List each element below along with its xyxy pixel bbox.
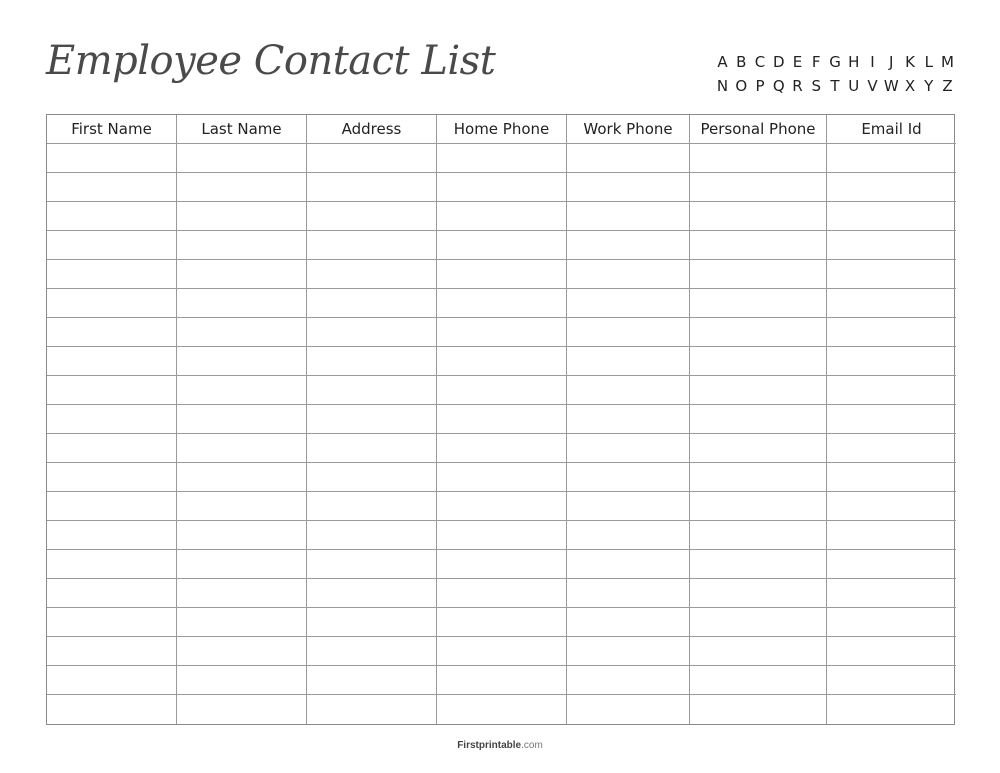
table-cell[interactable] [177, 289, 307, 318]
table-cell[interactable] [437, 202, 567, 231]
table-cell[interactable] [307, 521, 437, 550]
table-cell[interactable] [307, 434, 437, 463]
table-cell[interactable] [827, 637, 956, 666]
table-cell[interactable] [437, 521, 567, 550]
table-cell[interactable] [827, 492, 956, 521]
table-cell[interactable] [690, 434, 827, 463]
table-cell[interactable] [47, 173, 177, 202]
table-cell[interactable] [690, 347, 827, 376]
table-cell[interactable] [437, 666, 567, 695]
table-cell[interactable] [177, 376, 307, 405]
alphabet-letter: H [848, 53, 860, 71]
table-cell[interactable] [47, 492, 177, 521]
table-cell[interactable] [47, 521, 177, 550]
table-cell[interactable] [307, 144, 437, 173]
alphabet-letter: G [829, 53, 841, 71]
table-cell[interactable] [567, 637, 690, 666]
table-cell[interactable] [177, 492, 307, 521]
page-title: Employee Contact List [46, 38, 496, 84]
table-cell[interactable] [307, 376, 437, 405]
table-cell[interactable] [827, 521, 956, 550]
table-cell[interactable] [307, 492, 437, 521]
table-cell[interactable] [307, 318, 437, 347]
table-cell[interactable] [827, 608, 956, 637]
table-cell[interactable] [307, 260, 437, 289]
table-cell[interactable] [177, 405, 307, 434]
table-cell[interactable] [47, 144, 177, 173]
alphabet-letter: C [754, 53, 766, 71]
alphabet-letter: L [924, 53, 933, 71]
table-cell[interactable] [827, 231, 956, 260]
table-cell[interactable] [567, 695, 690, 724]
table-cell[interactable] [307, 666, 437, 695]
table-cell[interactable] [690, 492, 827, 521]
table-cell[interactable] [47, 202, 177, 231]
table-cell[interactable] [690, 202, 827, 231]
alphabet-letter: Y [924, 77, 934, 95]
table-cell[interactable] [567, 173, 690, 202]
contact-table [46, 114, 955, 725]
table-cell[interactable] [567, 550, 690, 579]
table-cell[interactable] [827, 347, 956, 376]
column-header-first-name: First Name [47, 115, 177, 144]
footer-tld: .com [521, 740, 543, 751]
table-cell[interactable] [177, 347, 307, 376]
table-cell[interactable] [177, 260, 307, 289]
table-cell[interactable] [307, 231, 437, 260]
table-cell[interactable] [177, 637, 307, 666]
table-cell[interactable] [437, 405, 567, 434]
table-cell[interactable] [47, 376, 177, 405]
table-cell[interactable] [437, 231, 567, 260]
table-cell[interactable] [827, 202, 956, 231]
table-cell[interactable] [307, 405, 437, 434]
table-cell[interactable] [567, 579, 690, 608]
table-cell[interactable] [827, 550, 956, 579]
alphabet-letter: T [830, 77, 840, 95]
alphabet-index [714, 50, 956, 98]
table-cell[interactable] [567, 289, 690, 318]
table-cell[interactable] [47, 550, 177, 579]
table-cell[interactable] [47, 637, 177, 666]
table-cell[interactable] [177, 144, 307, 173]
table-cell[interactable] [567, 521, 690, 550]
table-cell[interactable] [690, 376, 827, 405]
table-cell[interactable] [177, 318, 307, 347]
alphabet-letter: A [717, 53, 728, 71]
table-cell[interactable] [177, 173, 307, 202]
table-cell[interactable] [437, 347, 567, 376]
alphabet-letter: R [792, 77, 803, 95]
table-cell[interactable] [567, 376, 690, 405]
table-cell[interactable] [827, 260, 956, 289]
table-cell[interactable] [437, 550, 567, 579]
alphabet-letter: D [772, 53, 785, 71]
alphabet-letter: I [870, 53, 875, 71]
alphabet-letter: P [755, 77, 765, 95]
table-cell[interactable] [690, 521, 827, 550]
table-cell[interactable] [47, 608, 177, 637]
table-cell[interactable] [827, 579, 956, 608]
table-cell[interactable] [307, 202, 437, 231]
alphabet-letter: E [792, 53, 803, 71]
table-cell[interactable] [690, 463, 827, 492]
table-cell[interactable] [47, 695, 177, 724]
table-cell[interactable] [47, 463, 177, 492]
table-cell[interactable] [567, 231, 690, 260]
table-cell[interactable] [437, 579, 567, 608]
table-cell[interactable] [437, 173, 567, 202]
table-cell[interactable] [177, 202, 307, 231]
table-cell[interactable] [690, 666, 827, 695]
table-cell[interactable] [827, 463, 956, 492]
table-cell[interactable] [307, 695, 437, 724]
table-cell[interactable] [307, 637, 437, 666]
table-cell[interactable] [690, 637, 827, 666]
table-cell[interactable] [307, 550, 437, 579]
table-cell[interactable] [307, 579, 437, 608]
alphabet-letter: Z [942, 77, 953, 95]
table-cell[interactable] [177, 666, 307, 695]
table-cell[interactable] [47, 289, 177, 318]
table-cell[interactable] [690, 608, 827, 637]
table-cell[interactable] [177, 231, 307, 260]
table-cell[interactable] [47, 260, 177, 289]
table-cell[interactable] [307, 608, 437, 637]
table-cell[interactable] [567, 608, 690, 637]
table-cell[interactable] [690, 289, 827, 318]
alphabet-letter: V [867, 77, 878, 95]
footer-brand: Firstprintable [457, 740, 522, 751]
column-header-address: Address [307, 115, 437, 144]
column-header-work-phone: Work Phone [567, 115, 690, 144]
alphabet-letter: S [811, 77, 822, 95]
table-cell[interactable] [827, 434, 956, 463]
column-header-home-phone: Home Phone [437, 115, 567, 144]
table-cell[interactable] [307, 463, 437, 492]
table-cell[interactable] [827, 405, 956, 434]
table-cell[interactable] [567, 492, 690, 521]
alphabet-letter: Q [772, 77, 785, 95]
alphabet-row-2 [714, 74, 956, 98]
alphabet-letter: B [736, 53, 747, 71]
table-cell[interactable] [437, 376, 567, 405]
table-cell[interactable] [567, 463, 690, 492]
table-cell[interactable] [47, 666, 177, 695]
table-cell[interactable] [47, 231, 177, 260]
table-cell[interactable] [437, 463, 567, 492]
table-cell[interactable] [437, 260, 567, 289]
table-cell[interactable] [690, 550, 827, 579]
table-cell[interactable] [437, 434, 567, 463]
table-cell[interactable] [827, 318, 956, 347]
table-cell[interactable] [177, 695, 307, 724]
table-cell[interactable] [827, 173, 956, 202]
table-cell[interactable] [177, 463, 307, 492]
column-header-last-name: Last Name [177, 115, 307, 144]
table-cell[interactable] [47, 405, 177, 434]
alphabet-letter: M [941, 53, 954, 71]
table-cell[interactable] [177, 550, 307, 579]
table-cell[interactable] [827, 144, 956, 173]
table-cell[interactable] [690, 173, 827, 202]
alphabet-letter: O [735, 77, 748, 95]
alphabet-letter: N [716, 77, 729, 95]
table-cell[interactable] [567, 260, 690, 289]
table-cell[interactable] [177, 608, 307, 637]
alphabet-letter: U [848, 77, 860, 95]
table-cell[interactable] [567, 666, 690, 695]
table-cell[interactable] [827, 289, 956, 318]
table-cell[interactable] [47, 318, 177, 347]
table-cell[interactable] [177, 579, 307, 608]
table-cell[interactable] [567, 144, 690, 173]
table-cell[interactable] [690, 579, 827, 608]
table-cell[interactable] [47, 347, 177, 376]
table-cell[interactable] [567, 318, 690, 347]
table-cell[interactable] [567, 202, 690, 231]
table-cell[interactable] [827, 376, 956, 405]
table-cell[interactable] [690, 144, 827, 173]
table-cell[interactable] [177, 521, 307, 550]
alphabet-letter: K [905, 53, 915, 71]
table-cell[interactable] [690, 695, 827, 724]
table-cell[interactable] [307, 173, 437, 202]
table-cell[interactable] [437, 608, 567, 637]
table-cell[interactable] [437, 289, 567, 318]
alphabet-row-1 [714, 50, 956, 74]
table-cell[interactable] [690, 231, 827, 260]
table-cell[interactable] [690, 260, 827, 289]
table-cell[interactable] [307, 347, 437, 376]
table-cell[interactable] [307, 289, 437, 318]
table-cell[interactable] [827, 666, 956, 695]
table-cell[interactable] [437, 637, 567, 666]
table-cell[interactable] [437, 144, 567, 173]
table-cell[interactable] [690, 405, 827, 434]
footer-credit [0, 740, 1000, 751]
table-cell[interactable] [567, 347, 690, 376]
alphabet-letter: W [883, 77, 899, 95]
table-cell[interactable] [437, 318, 567, 347]
table-cell[interactable] [827, 695, 956, 724]
column-header-personal-phone: Personal Phone [690, 115, 827, 144]
table-cell[interactable] [437, 695, 567, 724]
table-cell[interactable] [567, 434, 690, 463]
column-header-email-id: Email Id [827, 115, 956, 144]
table-cell[interactable] [567, 405, 690, 434]
alphabet-letter: X [904, 77, 916, 95]
table-cell[interactable] [47, 579, 177, 608]
table-cell[interactable] [690, 318, 827, 347]
table-cell[interactable] [47, 434, 177, 463]
table-cell[interactable] [437, 492, 567, 521]
alphabet-letter: J [889, 53, 894, 71]
table-cell[interactable] [177, 434, 307, 463]
alphabet-letter: F [811, 53, 821, 71]
